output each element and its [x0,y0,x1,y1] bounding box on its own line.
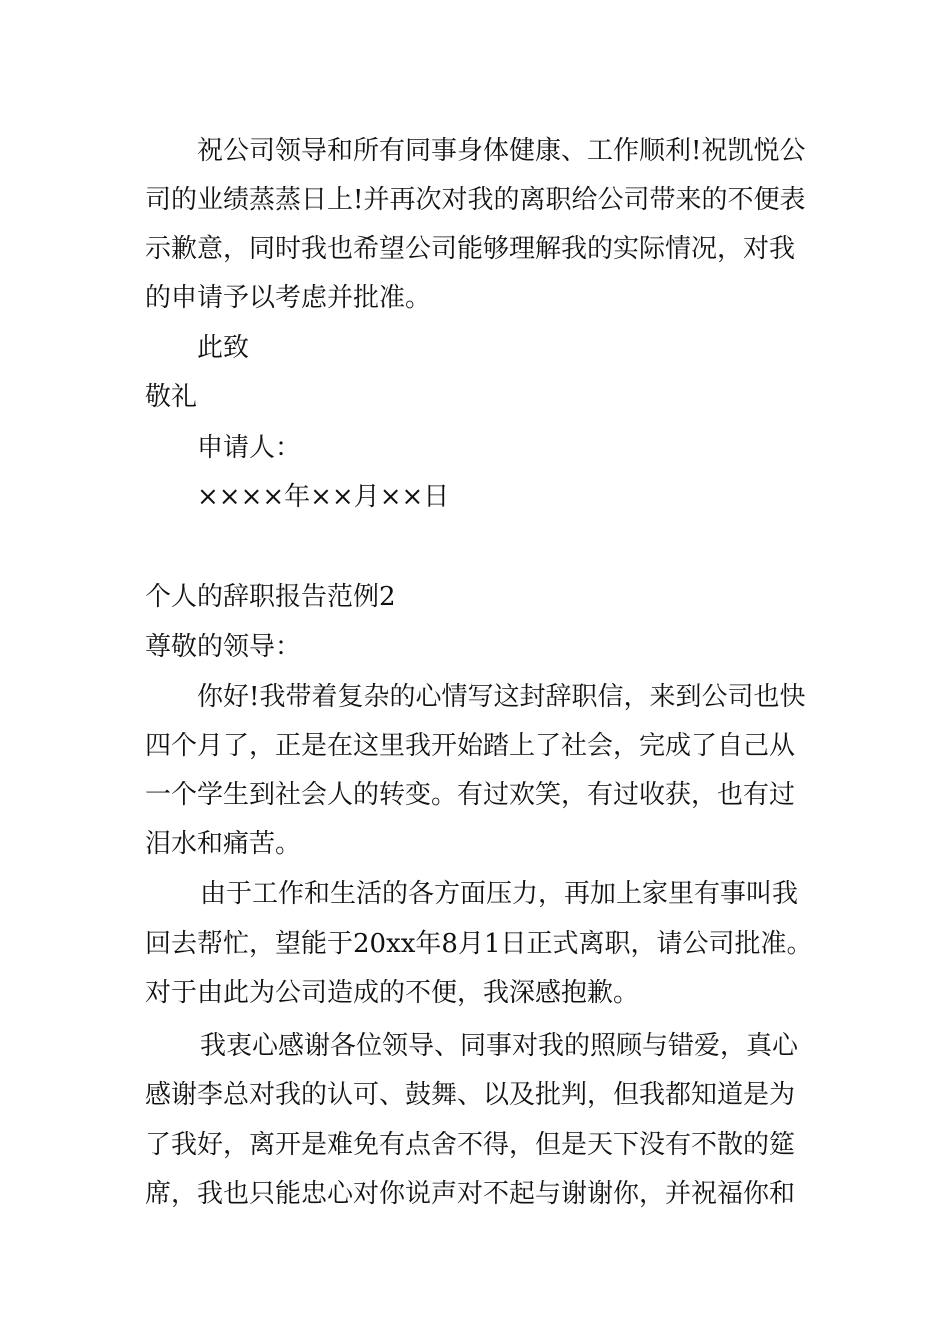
para4-line-2: 感谢李总对我的认可、鼓舞、以及批判，但我都知道是为 [145,1080,796,1110]
para2-line-3: 一个学生到社会人的转变。有过欢笑，有过收获，也有过 [145,780,796,810]
para1-line-2: 司的业绩蒸蒸日上!并再次对我的离职给公司带来的不便表 [145,185,806,215]
date-text: ××××年××月××日 [197,482,450,512]
para2-line-1: 你好!我带着复杂的心情写这封辞职信，来到公司也快 [197,682,806,712]
para3-line-3: 对于由此为公司造成的不便，我深感抱歉。 [145,978,640,1008]
para4-line-3: 了我好，离开是难免有点舍不得，但是天下没有不散的筵 [145,1130,796,1160]
greeting-text: 尊敬的领导： [145,632,302,662]
para1-line-3: 示歉意，同时我也希望公司能够理解我的实际情况，对我 [145,234,796,264]
para1-line-4: 的申请予以考虑并批准。 [145,283,432,313]
para2-line-4: 泪水和痛苦。 [145,829,302,859]
salute-text: 敬礼 [145,382,198,412]
section-title: 个人的辞职报告范例2 [145,582,396,612]
para1-line-1: 祝公司领导和所有同事身体健康、工作顺利!祝凯悦公 [197,136,806,166]
para4-line-1: 我衷心感谢各位领导、同事对我的照顾与错爱，真心 [200,1031,799,1061]
para2-line-2: 四个月了，正是在这里我开始踏上了社会，完成了自己从 [145,731,796,761]
para3-line-2: 回去帮忙，望能于20xx年8月1日正式离职，请公司批准。 [145,929,813,959]
closing-text: 此致 [197,333,250,363]
para4-line-4: 席，我也只能忠心对你说声对不起与谢谢你，并祝福你和 [145,1179,796,1209]
para3-line-1: 由于工作和生活的各方面压力，再加上家里有事叫我 [200,879,799,909]
applicant-label: 申请人： [197,433,302,463]
